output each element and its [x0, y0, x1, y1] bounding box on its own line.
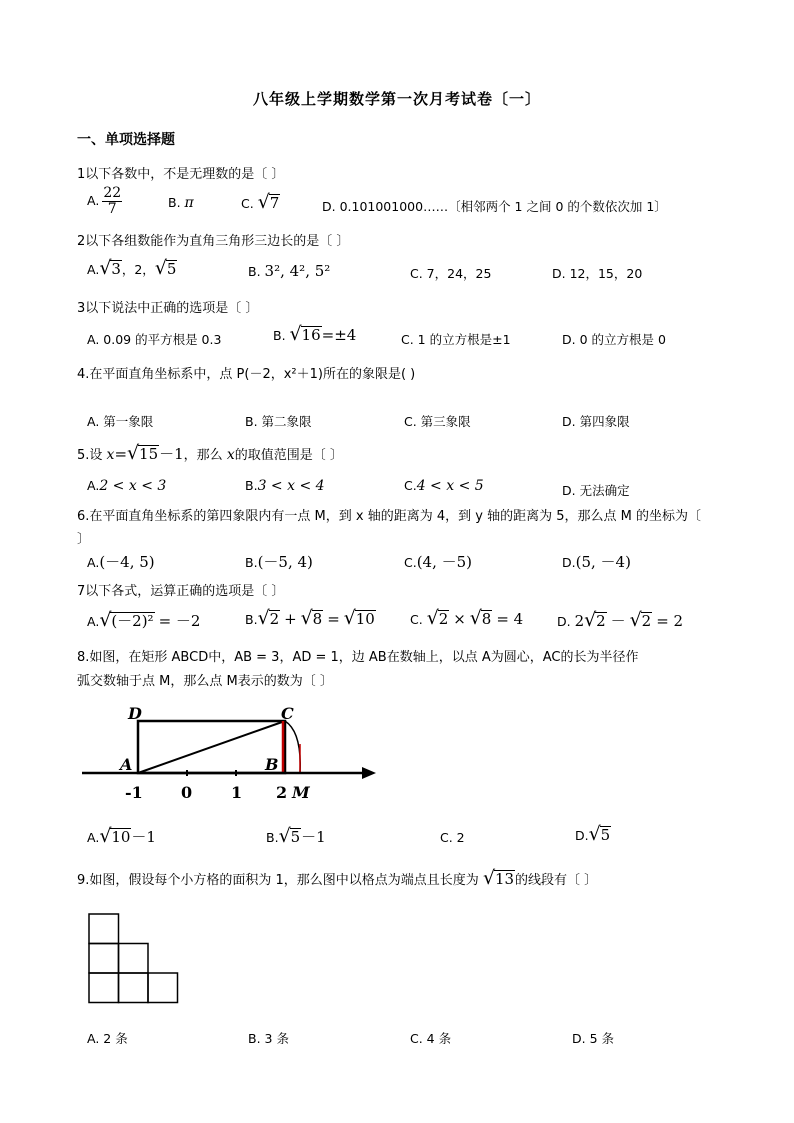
tick-label: 2: [276, 783, 288, 802]
q5-option-b[interactable]: B.3 < x < 4: [245, 478, 325, 494]
q7-option-b[interactable]: B. √ 2 + √ 8 = √ 10: [245, 607, 375, 629]
q6-option-c[interactable]: C.(4, －5): [404, 553, 473, 571]
question-4-stem: 4.在平面直角坐标系中，点 P(－2，x²＋1)所在的象限是( ): [77, 367, 416, 382]
q9-option-c[interactable]: C. 4 条: [410, 1031, 452, 1046]
q4-option-c[interactable]: C. 第三象限: [404, 414, 471, 429]
q5-option-c[interactable]: C.4 < x < 5: [404, 478, 484, 494]
question-9-stem: 9.如图，假设每个小方格的面积为 1，那么图中以格点为端点且长度为 √ 13的线段有〔 〕: [77, 867, 598, 889]
q1-option-b[interactable]: [168, 195, 194, 211]
q4-option-a[interactable]: A. 第一象限: [87, 414, 154, 429]
q9-option-d[interactable]: D. 5 条: [572, 1031, 614, 1046]
q8-option-b[interactable]: B. √ 5－1: [266, 825, 326, 847]
label-c: C: [281, 704, 294, 723]
question-2-stem: 2以下各组数能作为直角三角形三边长的是〔 〕: [77, 234, 350, 249]
question-8-stem-line2: 弧交数轴于点 M，那么点 M表示的数为〔 〕: [77, 674, 333, 689]
label-b: B: [265, 755, 279, 774]
axis-arrow: [362, 767, 376, 779]
exam-title: 八年级上学期数学第一次月考试卷〔一〕: [252, 90, 541, 108]
q1-option-a[interactable]: [87, 186, 122, 217]
q9-option-b[interactable]: B. 3 条: [248, 1031, 289, 1046]
option-label: B.: [168, 195, 181, 210]
pi-symbol: π: [184, 195, 194, 211]
q7-option-d[interactable]: D. 2 √ 2 － √ 2 = 2: [557, 609, 684, 631]
q9-option-a[interactable]: A. 2 条: [87, 1031, 128, 1046]
q6-option-b[interactable]: B.(－5, 4): [245, 553, 313, 571]
label-a: A: [120, 755, 133, 774]
tick-label: 0: [181, 783, 193, 802]
q1-option-c[interactable]: [241, 191, 280, 213]
label-d: D: [128, 704, 142, 723]
q8-option-c[interactable]: C. 2: [440, 830, 465, 845]
question-6-stem-line2: 〕: [77, 532, 91, 547]
q5-option-d[interactable]: D. 无法确定: [562, 483, 630, 498]
q4-option-b[interactable]: B. 第二象限: [245, 414, 312, 429]
q3-option-c[interactable]: C. 1 的立方根是±1: [401, 332, 511, 347]
option-label: C.: [241, 196, 254, 211]
q1-option-d[interactable]: D. 0.101001000……〔相邻两个 1 之间 0 的个数依次加 1〕: [322, 199, 667, 214]
q3-option-d[interactable]: D. 0 的立方根是 0: [562, 332, 666, 347]
q2-option-b[interactable]: B. 3², 4², 5²: [248, 262, 331, 280]
question-7-stem: 7以下各式，运算正确的选项是〔 〕: [77, 584, 285, 599]
q2-option-d[interactable]: D. 12，15，20: [552, 266, 643, 281]
sqrt-expression: √ 7: [257, 191, 280, 213]
fraction: $\frac{22}{7}$: [103, 185, 122, 217]
q8-option-d[interactable]: D. √ 5: [575, 823, 611, 845]
option-label: A.: [87, 193, 100, 208]
question-3-stem: 3以下说法中正确的选项是〔 〕: [77, 301, 259, 316]
q6-option-d[interactable]: D.(5, －4): [562, 553, 631, 571]
q8-option-a[interactable]: A. √ 10－1: [87, 825, 156, 847]
q9-grid-figure: [88, 913, 180, 1005]
section-heading: 一、单项选择题: [77, 132, 175, 148]
arc-cm: [285, 721, 300, 773]
tick-label: 1: [231, 783, 243, 802]
q2-option-c[interactable]: C. 7，24，25: [410, 266, 492, 281]
question-5-stem: 5.设 x= √ 15－1，那么 x的取值范围是〔 〕: [77, 442, 343, 464]
diagonal-ac: [138, 721, 285, 773]
q2-option-a[interactable]: A. √ 3，2， √ 5: [87, 257, 177, 279]
question-1-stem: 1以下各数中，不是无理数的是〔 〕: [77, 167, 285, 182]
q7-option-a[interactable]: A. √ (－2)² = －2: [87, 609, 201, 631]
question-6-stem-line1: 6.在平面直角坐标系的第四象限内有一点 M，到 x 轴的距离为 4，到 y 轴的距离为 5，那么点 M 的坐标为〔: [77, 509, 701, 524]
q4-option-d[interactable]: D. 第四象限: [562, 414, 630, 429]
tick-label: -1: [125, 783, 143, 802]
q7-option-c[interactable]: C. √ 2 × √ 8 = 4: [410, 607, 524, 629]
q3-option-b[interactable]: B. √ 16=±4: [273, 323, 357, 345]
q8-number-line-figure: [80, 700, 390, 810]
q3-option-a[interactable]: A. 0.09 的平方根是 0.3: [87, 332, 222, 347]
q6-option-a[interactable]: A.(－4, 5): [87, 553, 155, 571]
question-8-stem-line1: 8.如图，在矩形 ABCD中，AB = 3，AD = 1，边 AB在数轴上，以点 A为圆心，AC的长为半径作: [77, 650, 639, 665]
q5-option-a[interactable]: A.2 < x < 3: [87, 478, 167, 494]
label-m: M: [292, 783, 310, 802]
